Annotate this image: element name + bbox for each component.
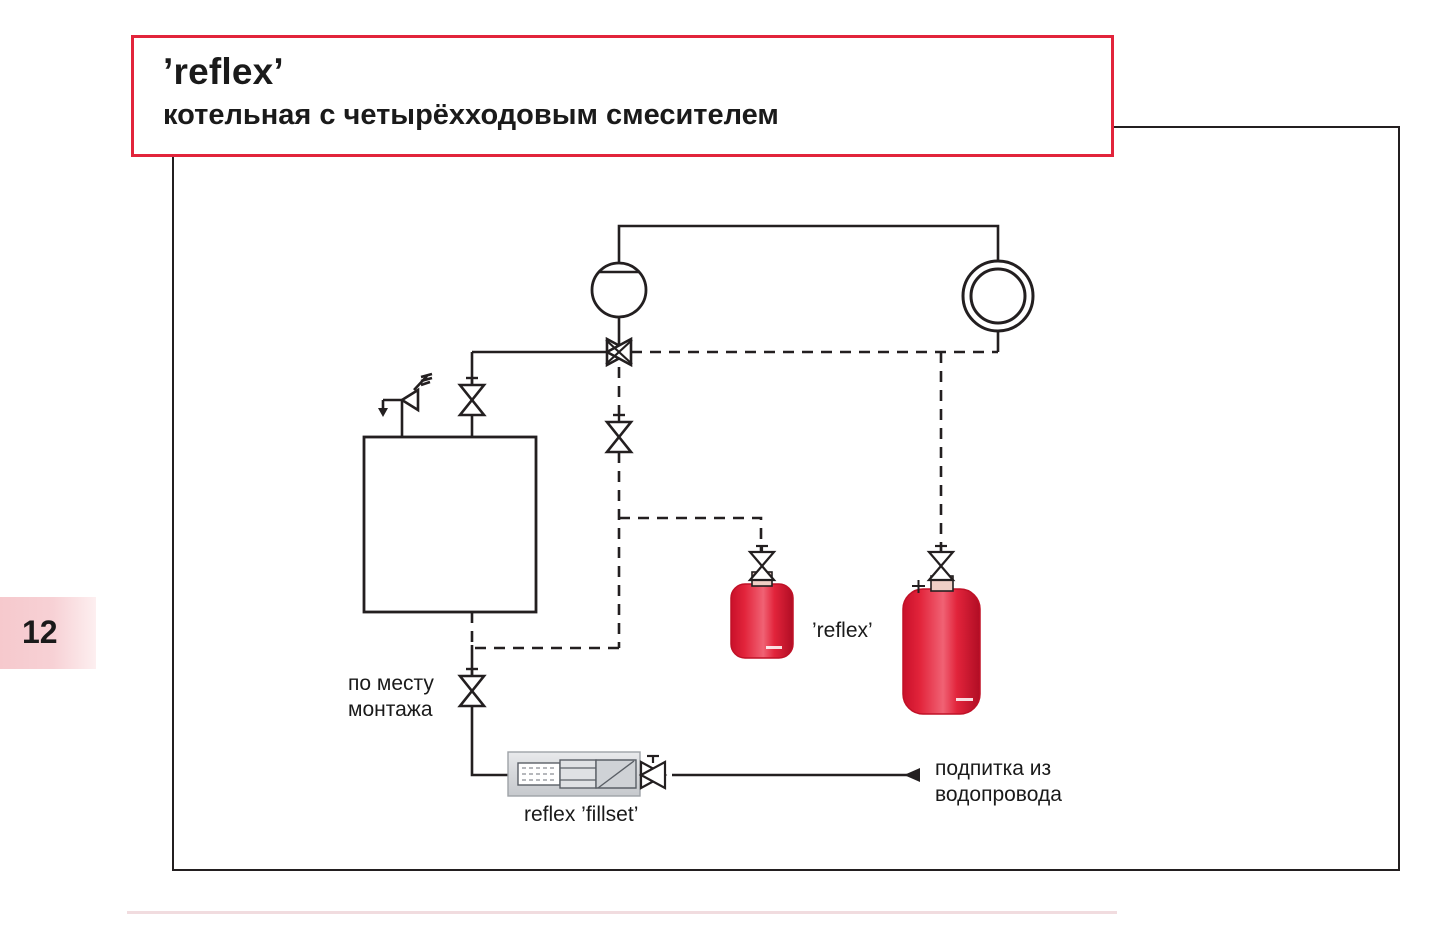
safety-valve-arrow (378, 408, 388, 417)
vessel-large-valve (929, 546, 953, 580)
label-water-supply-line1: подпитка из (935, 757, 1052, 780)
relief-valve-spring-1 (421, 374, 432, 377)
heating-circuit-inner (971, 269, 1025, 323)
label-install-site-line1: по месту (348, 672, 434, 695)
pipe-return-to-fillset (472, 706, 508, 775)
page-number: 12 (22, 614, 58, 650)
title-brand: ’reflex’ (163, 51, 284, 92)
relief-valve-body (402, 390, 418, 410)
label-water-supply-line2: водопровода (935, 783, 1062, 806)
water-supply-arrow (904, 768, 920, 782)
shutoff-valve-riser-upper (607, 415, 631, 452)
pipe-top-loop (619, 226, 998, 264)
vessel-small-valve (750, 546, 774, 580)
shutoff-valve-boiler-top (460, 378, 484, 415)
label-install-site-line2: монтажа (348, 698, 433, 721)
label-fillset: reflex ’fillset’ (524, 803, 639, 826)
fillset-valve (641, 756, 665, 788)
fillset-unit (508, 752, 665, 796)
label-reflex-vessel: ’reflex’ (812, 619, 873, 642)
expansion-vessel-large (903, 546, 980, 714)
boiler-body (364, 437, 536, 612)
expansion-vessel-small (731, 546, 793, 658)
title-subtitle: котельная с четырёхходовым смесителем (163, 98, 779, 131)
relief-valve-spring-2 (421, 378, 432, 381)
dashed-to-small-vessel (619, 518, 761, 560)
